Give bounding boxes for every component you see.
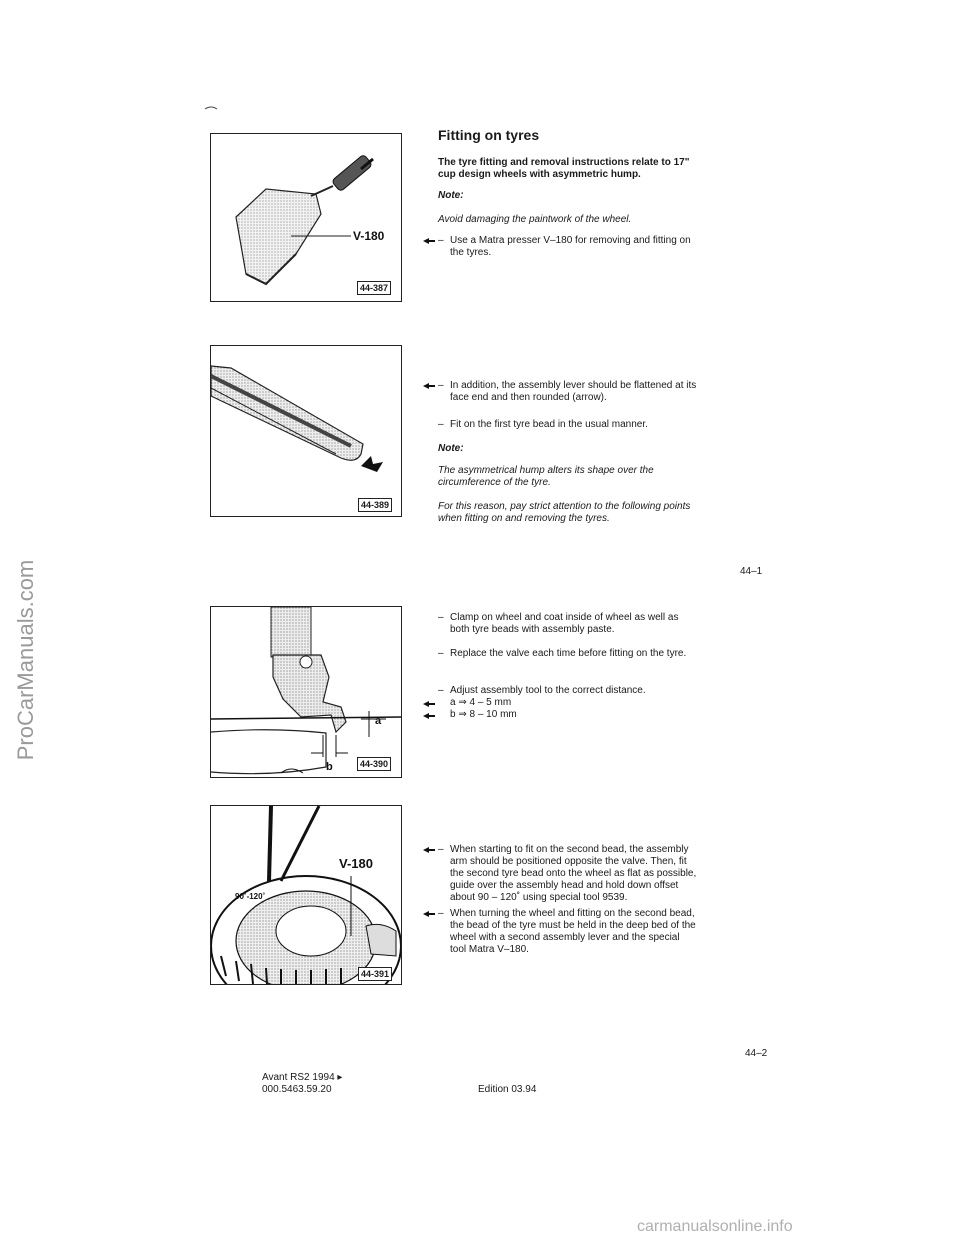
- note-label: Note:: [438, 190, 464, 201]
- page-title: Fitting on tyres: [438, 127, 540, 143]
- figure-label-b: b: [326, 761, 333, 773]
- dash: –: [438, 612, 444, 623]
- list-item: [438, 612, 700, 638]
- bottom-watermark: carmanualsonline.info: [637, 1218, 793, 1235]
- figure-assembly-lever-drawing: [211, 346, 401, 516]
- figure-pointer-icon: [423, 847, 435, 853]
- footer-edition: Edition 03.94: [478, 1084, 537, 1095]
- figure-pointer-icon: [423, 911, 435, 917]
- note-text: Avoid damaging the paintwork of the wheel.: [438, 214, 632, 225]
- list-item: [438, 908, 700, 958]
- figure-id: 44-389: [358, 498, 392, 512]
- figure-matra-presser-drawing: [211, 134, 401, 301]
- dash: –: [438, 235, 444, 246]
- figure-second-bead: [210, 805, 402, 985]
- footer-code: 000.5463.59.20: [262, 1084, 332, 1095]
- figure-pointer-icon: [423, 238, 435, 244]
- figure-id: 44-390: [357, 757, 391, 771]
- figure-matra-presser: [210, 133, 402, 302]
- list-item-text: Adjust assembly tool to the correct distance.: [450, 685, 646, 696]
- figure-label-v180: V-180: [339, 856, 373, 871]
- side-watermark-text: ProCarManuals.com: [13, 559, 38, 761]
- list-item: [438, 844, 700, 906]
- list-item-text: Replace the valve each time before fitting on the tyre.: [450, 648, 687, 659]
- list-item: [438, 419, 700, 433]
- intro-text: The tyre fitting and removal instructions relate to 17" cup design wheels with asymmetric hump.: [438, 157, 690, 180]
- dimension-a: a ⇒ 4 – 5 mm: [450, 697, 512, 708]
- scan-mark: [204, 97, 218, 101]
- dash: –: [438, 419, 444, 430]
- note-text: The asymmetrical hump alters its shape over the circumference of the tyre.: [438, 465, 654, 488]
- figure-pointer-icon: [423, 383, 435, 389]
- dash: –: [438, 844, 444, 855]
- figure-pointer-icon: [423, 713, 435, 719]
- page-number: 44–2: [745, 1048, 768, 1059]
- list-item-text: Clamp on wheel and coat inside of wheel as well as both tyre beads with assembly paste.: [450, 612, 679, 635]
- side-watermark: [6, 510, 46, 810]
- figure-assembly-tool-drawing: [211, 607, 401, 777]
- list-item: [438, 235, 700, 261]
- list-item-text: When turning the wheel and fitting on the second bead, the bead of the tyre must be held in the deep bed of the wheel with a second assembly lever and the special tool Matra V–180.: [450, 908, 696, 955]
- figure-id: 44-387: [357, 281, 391, 295]
- dash: –: [438, 648, 444, 659]
- list-item-text: Use a Matra presser V–180 for removing and fitting on the tyres.: [450, 235, 691, 258]
- page-number: 44–1: [740, 566, 763, 577]
- footer-model: Avant RS2 1994 ▸: [262, 1072, 343, 1083]
- list-item-text: Fit on the first tyre bead in the usual manner.: [450, 419, 648, 430]
- figure-label-angle: 90˚-120˚: [235, 892, 266, 901]
- figure-assembly-lever: [210, 345, 402, 517]
- figure-label-a: a: [375, 715, 382, 727]
- list-item-text: In addition, the assembly lever should be flattened at its face end and then rounded (arrow).: [450, 380, 697, 403]
- dash: –: [438, 908, 444, 919]
- note-text: For this reason, pay strict attention to the following points when fitting on and removing the tyres.: [438, 501, 691, 524]
- dash: –: [438, 380, 444, 391]
- dimension-b: b ⇒ 8 – 10 mm: [450, 709, 517, 720]
- dash: –: [438, 685, 444, 696]
- figure-label-v180: V-180: [353, 229, 385, 243]
- list-item: [438, 380, 700, 406]
- figure-assembly-tool-distance: [210, 606, 402, 778]
- note-label: Note:: [438, 443, 464, 454]
- figure-pointer-icon: [423, 701, 435, 707]
- figure-id: 44-391: [358, 967, 392, 981]
- list-item: [438, 648, 700, 674]
- list-item-text: When starting to fit on the second bead, the assembly arm should be positioned opposite the valve. Then, fit the second tyre bead onto the wheel as flat as possible, guide over the assembly head and hold down offset about 90 – 120˚ using special tool 9539.: [450, 844, 697, 903]
